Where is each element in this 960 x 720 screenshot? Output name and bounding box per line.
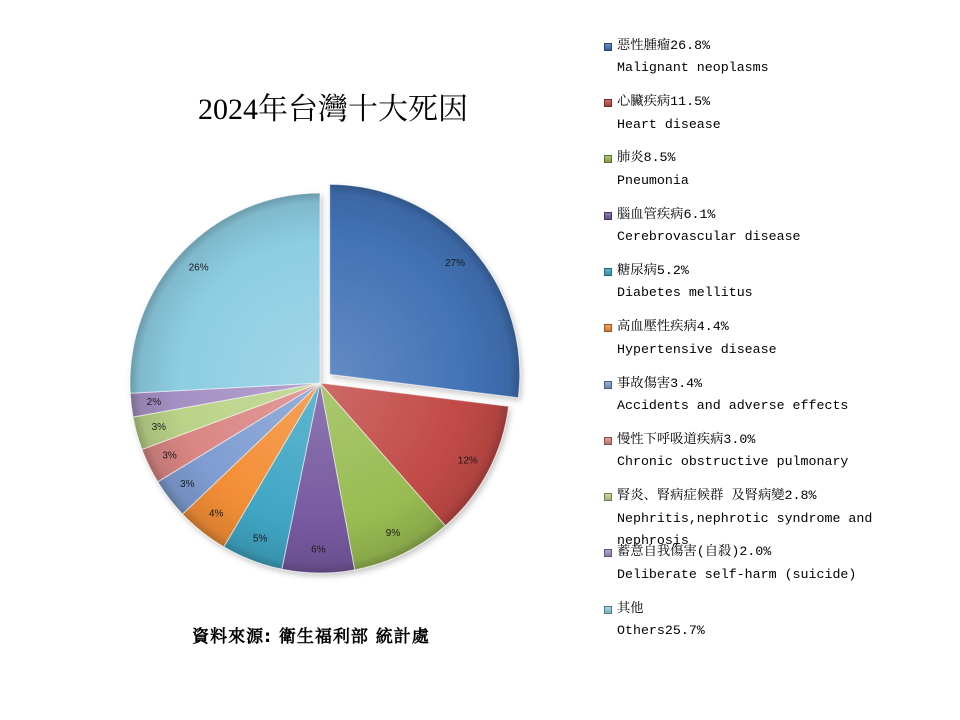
legend-label-zh: 腦血管疾病6.1% [617, 206, 716, 222]
source-note: 資料來源: 衛生福利部 統計處 [192, 627, 430, 647]
data-label-deliberate-self-harm-suicide: 2% [146, 397, 162, 408]
data-label-chronic-obstructive-pulmonary: 3% [162, 450, 177, 462]
legend-swatch [604, 43, 612, 51]
legend-item-malignant-neoplasms [604, 35, 884, 91]
legend-label-en: Cerebrovascular disease [617, 229, 801, 245]
legend-label-zh: 高血壓性疾病4.4% [617, 319, 729, 335]
legend-label-zh: 慢性下呼吸道疾病3.0% [617, 431, 756, 447]
legend-item-chronic-obstructive-pulmonary [604, 429, 884, 485]
data-label-hypertensive-disease: 4% [208, 508, 224, 520]
legend-label-zh: 肺炎8.5% [617, 150, 676, 166]
legend-label-en: Accidents and adverse effects [617, 398, 849, 414]
legend-label-en: Diabetes mellitus [617, 285, 753, 301]
legend-label-en: Deliberate self-harm (suicide) [617, 566, 857, 582]
legend-swatch [604, 549, 612, 557]
legend-label-en: Others25.7% [617, 623, 705, 639]
legend-swatch [604, 212, 612, 220]
data-label-malignant-neoplasms: 27% [444, 258, 466, 270]
legend-label-zh: 腎炎、腎病症候群 及腎病變2.8% [617, 488, 817, 504]
legend-item-deliberate-self-harm-suicide [604, 541, 884, 597]
legend-item-nephritis-nephrotic-syndrome-and-nephrosis [604, 485, 884, 549]
legend-label-en: Pneumonia [617, 172, 689, 188]
legend-item-cerebrovascular-disease [604, 204, 884, 260]
legend-label-zh: 糖尿病5.2% [617, 262, 689, 278]
legend-swatch [604, 268, 612, 276]
legend-label-zh: 事故傷害3.4% [617, 375, 703, 391]
legend-swatch [604, 99, 612, 107]
legend-item-hypertensive-disease [604, 316, 884, 372]
legend-item-pneumonia [604, 147, 884, 203]
legend-swatch [604, 155, 612, 163]
data-label-cerebrovascular-disease: 6% [311, 544, 326, 556]
chart-title: 2024年台灣十大死因 [198, 93, 468, 126]
legend-item-others [604, 598, 884, 654]
data-label-accidents-and-adverse-effects: 3% [180, 479, 195, 491]
legend-label-en: Malignant neoplasms [617, 60, 769, 76]
legend-item-accidents-and-adverse-effects [604, 373, 884, 429]
legend-swatch [604, 381, 612, 389]
legend-label-en: Hypertensive disease [617, 341, 777, 357]
legend-item-heart-disease [604, 91, 884, 147]
legend-label-zh: 心臟疾病11.5% [617, 94, 711, 110]
data-label-nephritis-nephrotic-syndrome-and-nephrosis: 3% [151, 421, 167, 433]
legend-label-zh: 惡性腫瘤26.8% [617, 37, 711, 53]
data-label-heart-disease: 12% [457, 455, 478, 467]
legend-label-zh: 其他 [617, 600, 644, 616]
legend-label-en: Heart disease [617, 116, 721, 132]
legend-label-en: Chronic obstructive pulmonary [617, 454, 849, 470]
legend-label-zh: 蓄意自我傷害(自殺)2.0% [617, 544, 772, 560]
legend-swatch [604, 606, 612, 614]
data-label-others: 26% [188, 262, 209, 274]
data-label-diabetes-mellitus: 5% [252, 533, 268, 545]
legend-label-en: Nephritis,nephrotic syndrome and nephrosis [617, 510, 873, 549]
legend-item-diabetes-mellitus [604, 260, 884, 316]
legend-swatch [604, 493, 612, 501]
legend-swatch [604, 324, 612, 332]
legend-swatch [604, 437, 612, 445]
data-label-pneumonia: 9% [385, 527, 401, 539]
